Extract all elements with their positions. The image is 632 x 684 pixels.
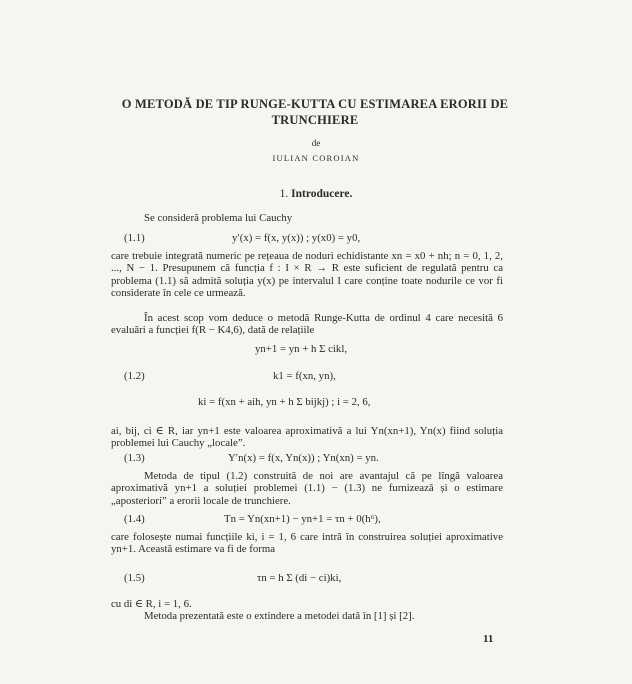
byline: de: [311, 138, 321, 148]
equation-label: (1.4): [124, 513, 145, 525]
equation: Tn = Yn(xn+1) − yn+1 = τn + 0(h⁶),: [224, 513, 381, 525]
equation-label: (1.2): [124, 370, 145, 382]
section-heading: [0, 188, 632, 200]
paragraph: care folosește numai funcțiile ki, i = 1, 6 care intră în construirea soluției aproximative yn+1. Această estimare va fi de forma: [111, 531, 503, 556]
equation: yn+1 = yn + h Σ cikl,: [255, 343, 348, 355]
equation-label: (1.3): [124, 452, 145, 464]
section-title: Introducere.: [291, 188, 353, 200]
paper-title: O METODĂ DE TIP RUNGE-KUTTA CU ESTIMAREA ERORII DE TRUNCHIERE: [121, 97, 509, 127]
paragraph: Metoda de tipul (1.2) construită de noi are avantajul că pe lîngă valoarea aproximativă yn+1 a soluției problemei (1.1) − (1.3) ne furnizează și o estimare „aposteriori” a erorii locale de trunchiere.: [111, 470, 503, 507]
author-name: IULIAN COROIAN: [272, 153, 360, 163]
equation-label: (1.5): [124, 572, 145, 584]
paragraph: ai, bij, ci ∈ R, iar yn+1 este valoarea aproximativă a lui Yn(xn+1), Yn(x) fiind soluția problemei lui Cauchy „locale”.: [111, 425, 503, 450]
page-number: 11: [483, 633, 494, 645]
equation: τn = h Σ (di − ci)ki,: [257, 572, 342, 584]
section-number: 1.: [279, 188, 289, 200]
paragraph: care trebuie integrată numeric pe rețeaua de noduri echidistante xn = x0 + nh; n = 0, 1, 2, ..., N − 1. Presupunem că funcția f : I × R → R este suficient de regulată pentru ca problema (1.1) să admită soluția y(x) pe intervalul I care conține toate nodurile ce vor fi considerate în cele ce urmează.: [111, 250, 503, 299]
paragraph: În acest scop vom deduce o metodă Runge-Kutta de ordinul 4 care necesită 6 evaluări a funcției f(R − K4,6), dată de relațiile: [111, 312, 503, 337]
equation: Y′n(x) = f(x, Yn(x)) ; Yn(xn) = yn.: [228, 452, 379, 464]
paragraph: Metoda prezentată este o extindere a metodei dată în [1] și [2].: [144, 610, 415, 622]
equation: k1 = f(xn, yn),: [273, 370, 336, 382]
paragraph: cu di ∈ R, i = 1, 6.: [111, 598, 192, 610]
equation: y′(x) = f(x, y(x)) ; y(x0) = y0,: [232, 232, 361, 244]
equation-label: (1.1): [124, 232, 145, 244]
paragraph: Se consideră problema lui Cauchy: [144, 212, 293, 224]
equation: ki = f(xn + aih, yn + h Σ bijkj) ; i = 2, 6,: [198, 396, 371, 408]
